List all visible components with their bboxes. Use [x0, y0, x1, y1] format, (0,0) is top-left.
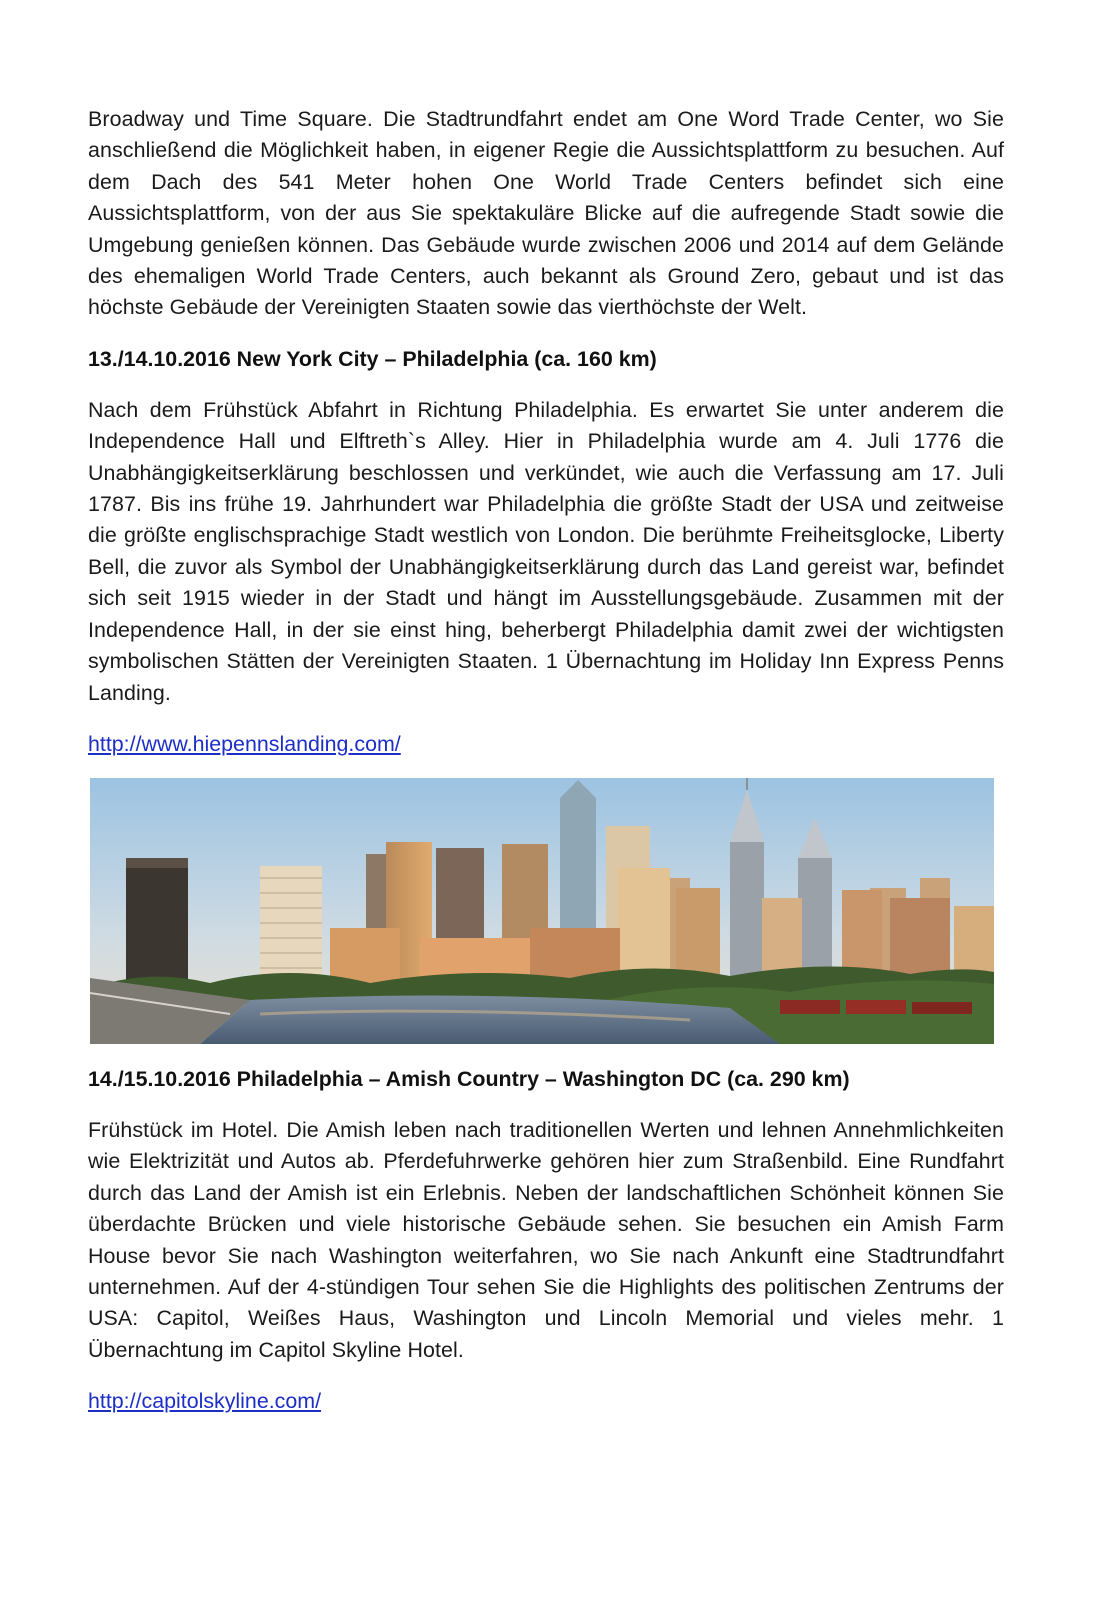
philadelphia-skyline-photo [90, 778, 994, 1044]
amish-washington-paragraph: Frühstück im Hotel. Die Amish leben nach traditionellen Werten und lehnen Annehmlichkeiten wie Elektrizität und Autos ab. Pferdefuhrwerke gehören hier zum Straßenbild. Eine Rundfahrt durch das Land der Amish ist ein Erlebnis. Neben der landschaftlichen Schönheit können Sie überdachte Brücken und viele historische Gebäude sehen. Sie besuchen ein Amish Farm House bevor Sie nach Washington weiterfahren, wo Sie nach Ankunft eine Stadtrundfahrt unternehmen. Auf der 4-stündigen Tour sehen Sie die Highlights des politischen Zentrums der USA: Capitol, Weißes Haus, Washington und Lincoln Memorial und vieles mehr. 1 Übernachtung im Capitol Skyline Hotel. [88, 1117, 1004, 1362]
day-heading-philadelphia-washington: 14./15.10.2016 Philadelphia – Amish Country – Washington DC (ca. 290 km) [88, 1066, 850, 1091]
document-page [88, 104, 1004, 1435]
philadelphia-paragraph: Nach dem Frühstück Abfahrt in Richtung Philadelphia. Es erwartet Sie unter anderem die Independence Hall und Elftreth`s Alley. Hier in Philadelphia wurde am 4. Juli 1776 die Unabhängigkeitserklärung beschlossen und verkündet, wie auch die Verfassung am 17. Juli 1787. Bis ins frühe 19. Jahrhundert war Philadelphia die größte Stadt der USA und zeitweise die größte englischsprachige Stadt westlich von London. Die berühmte Freiheitsglocke, Liberty Bell, die zuvor als Symbol der Unabhängigkeitserklärung durch das Land gereist war, befindet sich seit 1915 wieder in der Stadt und hängt im Ausstellungsgebäude. Zusammen mit der Independence Hall, in der sie einst hing, beherbergt Philadelphia damit zwei der wichtigsten symbolischen Stätten der Vereinigten Staaten. 1 Übernachtung im Holiday Inn Express Penns Landing. [88, 397, 1004, 705]
hotel-link-line [88, 729, 1004, 760]
hiepennslanding-link[interactable]: http://www.hiepennslanding.com/ [88, 731, 401, 756]
capitol-link-line [88, 1386, 1004, 1417]
capitolskyline-link[interactable]: http://capitolskyline.com/ [88, 1389, 322, 1414]
intro-paragraph: Broadway und Time Square. Die Stadtrundfahrt endet am One Word Trade Center, wo Sie anschließend die Möglichkeit haben, in eigener Regie die Aussichtsplattform zu besuchen. Auf dem Dach des 541 Meter hohen One World Trade Centers befindet sich eine Aussichtsplattform, von der aus Sie spektakuläre Blicke auf die aufregende Stadt sowie die Umgebung genießen können. Das Gebäude wurde zwischen 2006 und 2014 auf dem Gelände des ehemaligen World Trade Centers, auch bekannt als Ground Zero, gebaut und ist das höchste Gebäude der Vereinigten Staaten sowie das vierthöchste der Welt. [88, 107, 1004, 320]
day-heading-new-york-philadelphia: 13./14.10.2016 New York City – Philadelphia (ca. 160 km) [88, 346, 657, 371]
